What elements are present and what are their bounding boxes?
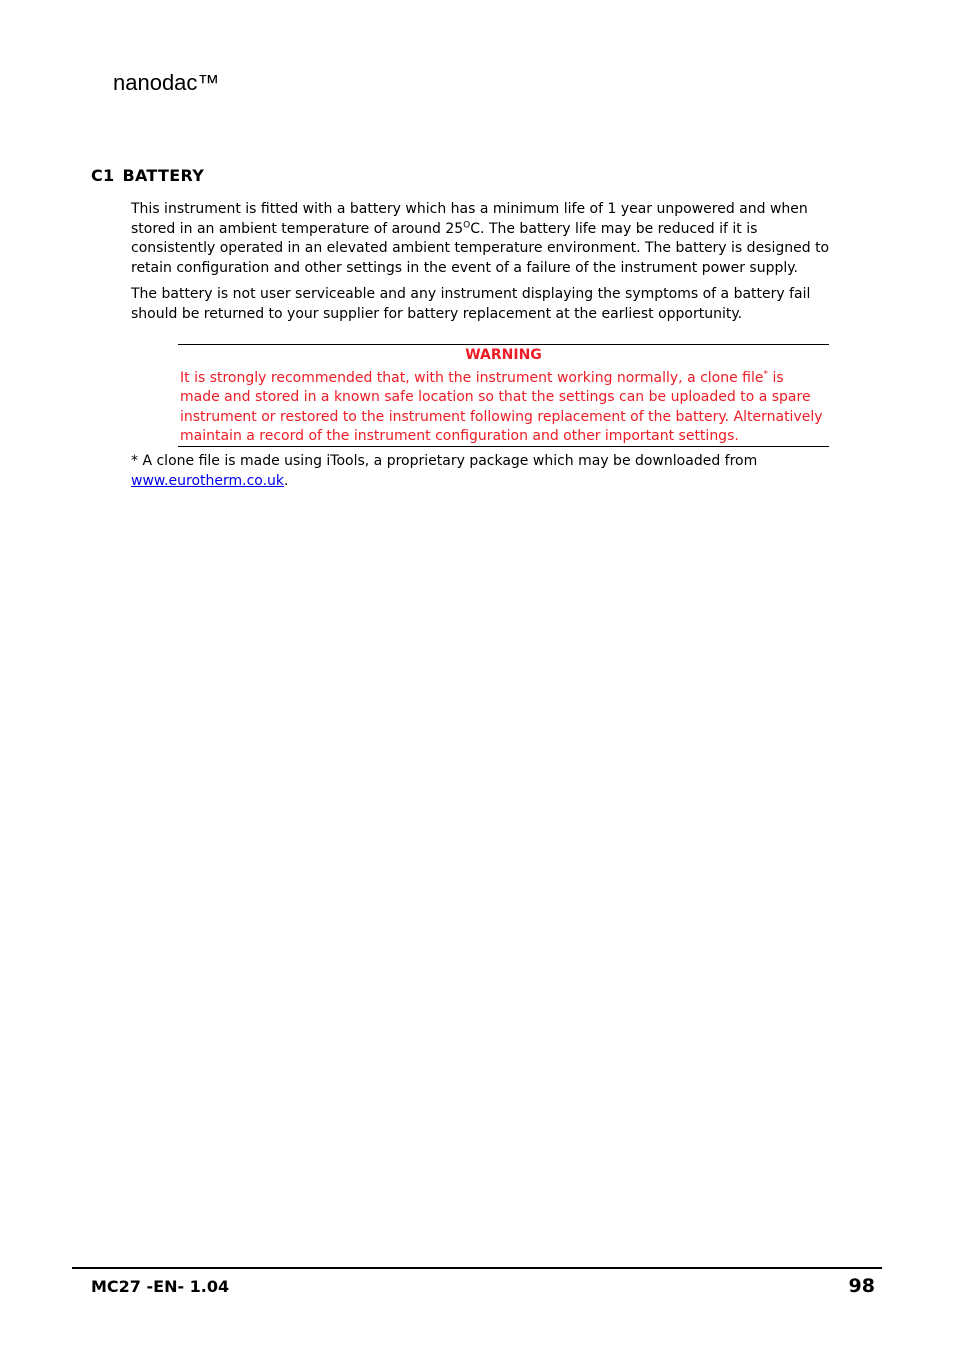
footnote-period: .	[284, 472, 289, 489]
warning-text	[180, 369, 825, 447]
clone-file-footnote-marker: *	[763, 368, 769, 379]
battery-paragraph-1	[131, 200, 831, 278]
footer-divider	[72, 1267, 882, 1269]
page-number: 98	[848, 1275, 875, 1297]
section-number: C1	[91, 166, 115, 185]
eurotherm-link[interactable]: www.eurotherm.co.uk	[131, 472, 285, 489]
footnote	[131, 452, 831, 491]
battery-paragraph-2: The battery is not user serviceable and any instrument displaying the symptoms of a battery fail should be returned to your supplier for battery replacement at the earliest opportunity.	[131, 286, 811, 322]
warning-box	[178, 344, 829, 447]
paragraph-1-text-b: C. The battery life may be reduced if it is consistently operated in an elevated ambient temperature environment. The battery is designed to retain configuration and other settings in the event of a failure of the instrument power supply.	[131, 220, 830, 276]
paragraph-1-text-a: This instrument is fitted with a battery which has a minimum life of 1 year unpowered and when stored in an ambient temperature of around 25	[131, 201, 808, 237]
warning-title: WARNING	[465, 347, 542, 363]
section-heading	[91, 166, 204, 185]
footnote-text: * A clone file is made using iTools, a proprietary package which may be downloaded from	[131, 453, 758, 469]
degree-superscript: O	[463, 219, 471, 230]
warning-text-a: It is strongly recommended that, with the instrument working normally, a clone file	[180, 369, 764, 386]
warning-text-b: is made and stored in a known safe location so that the settings can be uploaded to a spare instrument or restored to the instrument following replacement of the battery. Alternatively maintain a record of the instrument configuration and other important settings.	[180, 369, 823, 444]
footer-document-id: MC27 -EN- 1.04	[91, 1277, 230, 1296]
section-title: BATTERY	[122, 166, 205, 185]
document-title: nanodac™	[113, 70, 220, 95]
